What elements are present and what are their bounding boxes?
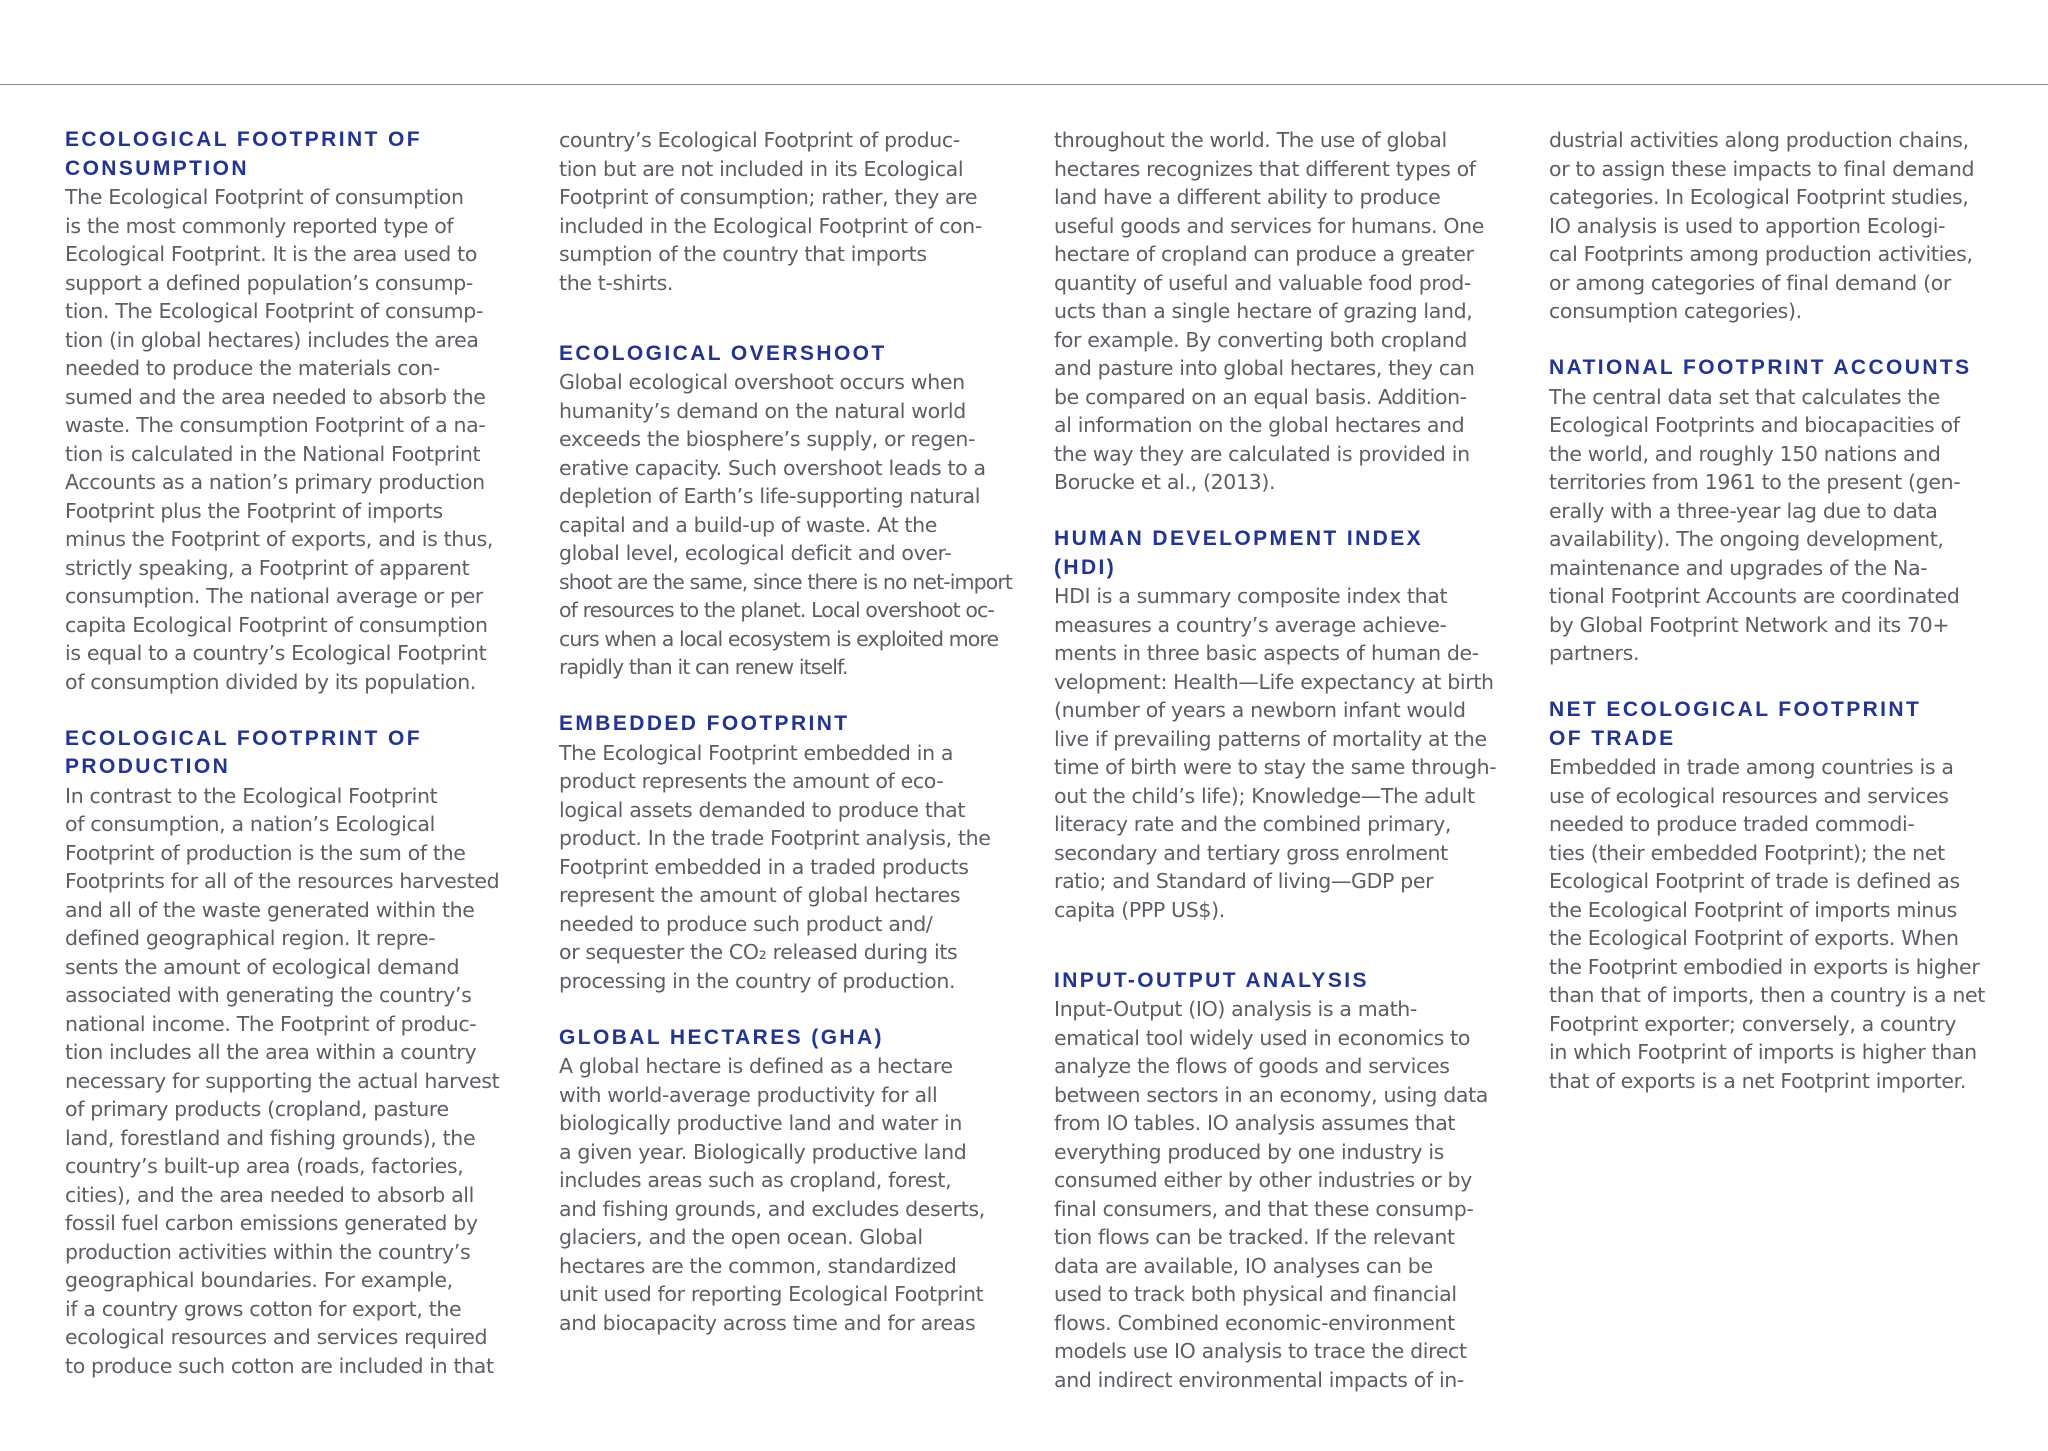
body-line: the Ecological Footprint of exports. When [1549,926,1959,950]
body-line: of consumption, a nation’s Ecological [65,812,435,836]
body-line: Footprints for all of the resources harvested [65,869,500,893]
body-line: capita (PPP US$). [1054,897,1225,922]
body-line: Ecological Footprint of trade is defined as [1549,869,1960,893]
body-line: A global hectare is defined as a hectare [559,1054,953,1078]
section-heading: PRODUCTION [65,755,231,778]
body-line: tion flows can be tracked. If the relevant [1054,1225,1455,1249]
body-line: includes areas such as cropland, forest, [559,1168,952,1192]
section-heading: NET ECOLOGICAL FOOTPRINT [1549,698,1922,721]
body-line: velopment: Health—Life expectancy at birth [1054,669,1494,694]
body-line: Input-Output (IO) analysis is a math- [1054,997,1417,1021]
body-line: rapidly than it can renew itself. [559,655,848,679]
body-line: than that of imports, then a country is a net [1549,983,1985,1007]
body-line: with world-average productivity for all [559,1082,938,1107]
section-heading: CONSUMPTION [65,156,249,180]
body-line: tion is calculated in the National Footprint [65,441,481,466]
column-3 [1054,126,1497,1394]
body-line: sumption of the country that imports [559,242,927,266]
body-line: time of birth were to stay the same through- [1054,755,1497,779]
column-2 [559,126,1012,1337]
body-line: secondary and tertiary gross enrolment [1054,840,1448,865]
body-line: flows. Combined economic-environment [1054,1310,1455,1335]
body-line: use of ecological resources and services [1549,783,1949,808]
section-heading: NATIONAL FOOTPRINT ACCOUNTS [1549,356,1972,379]
body-line: final consumers, and that these consump- [1054,1196,1474,1221]
section-input-output-analysis [1054,967,1494,1395]
body-line: models use IO analysis to trace the direct [1054,1339,1467,1363]
body-line: categories. In Ecological Footprint studies, [1549,185,1969,209]
body-line: to produce such cotton are included in that [65,1353,494,1378]
body-line: geographical boundaries. For example, [65,1268,453,1292]
section-global-hectares [559,1024,999,1338]
body-line: unit used for reporting Ecological Footprint [559,1282,984,1306]
body-line: maintenance and upgrades of the Na- [1549,555,1928,580]
body-line: ecological resources and services required [65,1325,488,1349]
section-gap [559,682,999,711]
top-rule [0,84,2048,85]
section-continued-text [1054,126,1494,497]
body-line: erally with a three-year lag due to data [1549,498,1938,523]
section-continued-text [559,126,999,297]
body-line: tion (in global hectares) includes the area [65,327,479,352]
body-line: tion. The Ecological Footprint of consump- [65,299,484,323]
body-line: Footprint of consumption; rather, they are [559,185,978,209]
body-line: by Global Footprint Network and its 70+ [1549,612,1950,637]
body-line: or sequester the CO₂ released during its [559,940,958,964]
body-line: exceeds the biosphere’s supply, or regen- [559,427,976,451]
body-line: needed to produce traded commodi- [1549,812,1915,836]
body-line: global level, ecological deficit and over- [559,541,952,565]
body-line: defined geographical region. It repre- [65,926,436,950]
body-line: between sectors in an economy, using data [1054,1082,1489,1107]
body-line: country’s Ecological Footprint of produc- [559,128,960,152]
body-line: The Ecological Footprint of consumption [65,185,464,209]
body-line: throughout the world. The use of global [1054,128,1447,152]
body-line: and fishing grounds, and excludes deserts, [559,1196,985,1221]
body-line: Footprint exporter; conversely, a country [1549,1011,1956,1036]
body-line: biologically productive land and water in [559,1111,962,1135]
body-line: for example. By converting both cropland [1054,327,1468,352]
body-line: tional Footprint Accounts are coordinated [1549,584,1960,608]
body-line: be compared on an equal basis. Addition- [1054,384,1467,409]
body-line: sumed and the area needed to absorb the [65,384,486,409]
body-line: consumption. The national average or per [65,584,483,608]
column-4 [1549,126,1989,1095]
section-embedded-footprint [559,710,999,995]
body-line: the Footprint embodied in exports is higher [1549,954,1980,979]
section-heading: ECOLOGICAL FOOTPRINT OF [65,726,422,750]
body-line: needed to produce the materials con- [65,356,440,380]
section-gap [1054,497,1494,526]
body-line: measures a country’s average achieve- [1054,612,1447,637]
body-line: national income. The Footprint of produc- [65,1011,477,1036]
body-line: quantity of useful and valuable food prod- [1054,270,1471,295]
section-human-development-index [1054,525,1497,924]
body-line: of resources to the planet. Local overshoot oc- [559,598,994,622]
body-line: Accounts as a nation’s primary production [65,470,485,494]
body-line: Footprint of production is the sum of the [65,840,466,865]
section-gap [559,326,999,340]
body-line: depletion of Earth’s life-supporting natural [559,484,981,508]
body-line: that of exports is a net Footprint importer. [1549,1068,1966,1093]
body-line: tion includes all the area within a country [65,1040,477,1064]
body-line: included in the Ecological Footprint of con- [559,213,982,238]
body-line: (number of years a newborn infant would [1054,698,1466,722]
body-line: waste. The consumption Footprint of a na- [65,413,486,437]
body-line: ments in three basic aspects of human de- [1054,641,1479,665]
body-line: processing in the country of production. [559,968,956,993]
body-line: or to assign these impacts to final demand [1549,156,1975,181]
body-line: The Ecological Footprint embedded in a [559,740,954,765]
body-line: minus the Footprint of exports, and is thus, [65,527,494,551]
body-line: ties (their embedded Footprint); the net [1549,840,1945,865]
section-heading: EMBEDDED FOOTPRINT [559,712,850,735]
body-line: capital and a build-up of waste. At the [559,512,938,537]
body-line: Embedded in trade among countries is a [1549,755,1954,779]
body-line: used to track both physical and financial [1054,1282,1457,1306]
body-line: and pasture into global hectares, they can [1054,356,1475,380]
body-line: strictly speaking, a Footprint of apparent [65,555,470,580]
body-line: the Ecological Footprint of imports minus [1549,897,1957,922]
section-gap [559,297,999,326]
body-line: sents the amount of ecological demand [65,954,460,979]
body-line: represent the amount of global hectares [559,883,961,907]
section-heading: GLOBAL HECTARES (GHA) [559,1025,884,1049]
body-line: of consumption divided by its population. [65,669,477,694]
body-line: ratio; and Standard of living—GDP per [1054,869,1434,893]
body-line: shoot are the same, since there is no net-import [559,569,1012,594]
column-1 [65,126,505,1380]
body-line: fossil fuel carbon emissions generated by [65,1211,478,1235]
body-line: analyze the flows of goods and services [1054,1054,1450,1078]
section-heading: ECOLOGICAL FOOTPRINT OF [65,128,422,151]
body-line: hectare of cropland can produce a greater [1054,242,1474,266]
body-line: ucts than a single hectare of grazing land, [1054,299,1473,323]
body-line: production activities within the country’s [65,1239,471,1264]
body-line: territories from 1961 to the present (gen- [1549,470,1961,494]
body-line: In contrast to the Ecological Footprint [65,783,438,808]
body-line: live if prevailing patterns of mortality at the [1054,726,1487,751]
body-line: land, forestland and fishing grounds), the [65,1125,476,1150]
body-line: is the most commonly reported type of [65,213,454,238]
section-gap [1549,326,1989,355]
body-line: and biocapacity across time and for areas [559,1310,976,1335]
body-line: The central data set that calculates the [1549,384,1940,409]
body-line: the world, and roughly 150 nations and [1549,441,1941,466]
section-gap [65,696,505,725]
body-line: Borucke et al., (2013). [1054,470,1276,494]
body-line: useful goods and services for humans. One [1054,213,1485,238]
section-gap [1054,924,1494,953]
body-line: land have a different ability to produce [1054,185,1441,209]
body-line: the t-shirts. [559,270,674,295]
section-continued-text [1549,126,1989,326]
section-heading: HUMAN DEVELOPMENT INDEX [1054,527,1424,550]
section-ef-consumption [65,126,505,696]
body-line: of primary products (cropland, pasture [65,1097,449,1121]
body-line: product represents the amount of eco- [559,769,944,793]
body-line: a given year. Biologically productive land [559,1139,967,1164]
body-line: HDI is a summary composite index that [1054,584,1448,608]
body-line: tion but are not included in its Ecological [559,156,964,181]
body-line: availability). The ongoing development, [1549,527,1944,551]
body-line: Ecological Footprint. It is the area used to [65,242,478,266]
section-net-ecological-footprint-of-trade [1549,696,1989,1095]
body-line: dustrial activities along production chains, [1549,128,1969,152]
body-line: hectares recognizes that different types of [1054,156,1476,181]
body-line: glaciers, and the open ocean. Global [559,1225,923,1249]
section-ecological-overshoot [559,340,1012,682]
body-line: from IO tables. IO analysis assumes that [1054,1111,1456,1135]
body-line: if a country grows cotton for export, the [65,1296,462,1321]
section-national-footprint-accounts [1549,354,1989,668]
body-line: curs when a local ecosystem is exploited more [559,626,999,651]
body-line: or among categories of final demand (or [1549,270,1952,295]
body-line: cities), and the area needed to absorb all [65,1182,474,1207]
body-line: necessary for supporting the actual harvest [65,1068,500,1093]
body-line: country’s built-up area (roads, factories, [65,1154,464,1178]
body-line: capita Ecological Footprint of consumption [65,612,488,637]
body-line: partners. [1549,641,1640,665]
body-line: data are available, IO analyses can be [1054,1253,1433,1278]
body-line: erative capacity. Such overshoot leads to a [559,455,986,480]
body-line: logical assets demanded to produce that [559,797,966,822]
body-line: the way they are calculated is provided in [1054,441,1470,466]
body-line: literacy rate and the combined primary, [1054,812,1452,836]
body-line: and all of the waste generated within the [65,897,475,922]
section-heading: ECOLOGICAL OVERSHOOT [559,341,887,365]
body-line: Global ecological overshoot occurs when [559,370,965,394]
body-line: support a defined population’s consump- [65,270,473,295]
body-line: consumed either by other industries or by [1054,1168,1472,1192]
body-line: associated with generating the country’s [65,983,472,1007]
section-gap [1054,953,1494,967]
body-line: al information on the global hectares and [1054,413,1465,437]
body-line: in which Footprint of imports is higher than [1549,1040,1977,1064]
body-line: out the child’s life); Knowledge—The adult [1054,783,1475,808]
body-line: product. In the trade Footprint analysis, the [559,826,991,850]
body-line: Ecological Footprints and biocapacities of [1549,413,1960,437]
section-gap [559,995,999,1024]
body-line: needed to produce such product and/ [559,911,933,936]
body-line: ematical tool widely used in economics to [1054,1025,1471,1050]
body-line: cal Footprints among production activities, [1549,242,1973,266]
section-gap [1549,668,1989,697]
section-heading: INPUT-OUTPUT ANALYSIS [1054,968,1369,992]
body-line: Footprint embedded in a traded products [559,854,969,879]
body-line: humanity’s demand on the natural world [559,398,966,423]
body-line: IO analysis is used to apportion Ecologi- [1549,213,1946,238]
section-heading: (HDI) [1054,555,1117,579]
body-line: and indirect environmental impacts of in- [1054,1367,1464,1392]
body-line: is equal to a country’s Ecological Footprint [65,641,487,665]
body-line: Footprint plus the Footprint of imports [65,498,443,523]
body-line: everything produced by one industry is [1054,1139,1445,1164]
body-line: hectares are the common, standardized [559,1253,957,1278]
section-heading: OF TRADE [1549,726,1676,750]
body-line: consumption categories). [1549,299,1802,323]
section-ef-production [65,725,505,1381]
